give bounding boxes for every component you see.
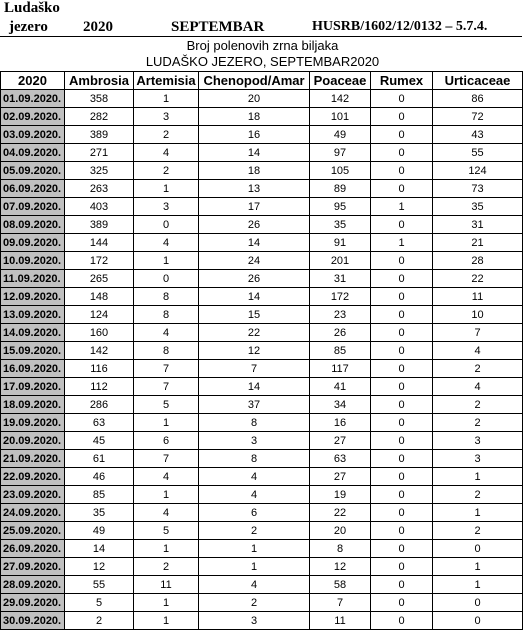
count-cell: 7 [134, 378, 199, 396]
count-cell: 0 [371, 252, 433, 270]
project-code: HUSRB/1602/12/0132 – 5.7.4. [312, 19, 488, 34]
table-row [1, 378, 523, 396]
count-cell: 0 [371, 468, 433, 486]
count-cell: 0 [371, 558, 433, 576]
count-cell: 8 [134, 342, 199, 360]
date-cell: 20.09.2020. [1, 432, 65, 450]
count-cell: 86 [433, 90, 523, 108]
date-cell: 08.09.2020. [1, 216, 65, 234]
count-cell: 49 [310, 126, 371, 144]
date-cell: 05.09.2020. [1, 162, 65, 180]
count-cell: 148 [65, 288, 134, 306]
count-cell: 7 [310, 594, 371, 612]
count-cell: 0 [371, 288, 433, 306]
table-row [1, 522, 523, 540]
count-cell: 160 [65, 324, 134, 342]
column-header-artemisia: Artemisia [134, 72, 199, 90]
count-cell: 1 [433, 576, 523, 594]
date-cell: 28.09.2020. [1, 576, 65, 594]
count-cell: 0 [371, 540, 433, 558]
date-cell: 29.09.2020. [1, 594, 65, 612]
count-cell: 1 [134, 180, 199, 198]
count-cell: 1 [134, 540, 199, 558]
count-cell: 14 [199, 288, 310, 306]
table-row [1, 180, 523, 198]
date-cell: 17.09.2020. [1, 378, 65, 396]
count-cell: 49 [65, 522, 134, 540]
count-cell: 1 [371, 198, 433, 216]
count-cell: 11 [134, 576, 199, 594]
count-cell: 8 [310, 540, 371, 558]
count-cell: 17 [199, 198, 310, 216]
count-cell: 105 [310, 162, 371, 180]
count-cell: 0 [371, 342, 433, 360]
count-cell: 271 [65, 144, 134, 162]
count-cell: 35 [65, 504, 134, 522]
count-cell: 0 [371, 360, 433, 378]
count-cell: 124 [65, 306, 134, 324]
count-cell: 2 [433, 396, 523, 414]
count-cell: 0 [433, 594, 523, 612]
date-cell: 02.09.2020. [1, 108, 65, 126]
count-cell: 31 [433, 216, 523, 234]
table-row [1, 504, 523, 522]
count-cell: 0 [371, 486, 433, 504]
date-cell: 12.09.2020. [1, 288, 65, 306]
count-cell: 23 [310, 306, 371, 324]
table-row [1, 252, 523, 270]
subtitle-line2: LUDAŠKO JEZERO, SEPTEMBAR2020 [145, 54, 380, 69]
count-cell: 14 [199, 234, 310, 252]
count-cell: 8 [134, 306, 199, 324]
count-cell: 1 [134, 90, 199, 108]
count-cell: 0 [371, 576, 433, 594]
column-header-urticaceae: Urticaceae [433, 72, 523, 90]
count-cell: 1 [199, 558, 310, 576]
count-cell: 16 [199, 126, 310, 144]
count-cell: 3 [199, 612, 310, 630]
table-row [1, 324, 523, 342]
table-header-row [1, 72, 523, 90]
count-cell: 8 [134, 288, 199, 306]
count-cell: 2 [433, 486, 523, 504]
count-cell: 7 [134, 360, 199, 378]
count-cell: 112 [65, 378, 134, 396]
count-cell: 55 [433, 144, 523, 162]
count-cell: 0 [433, 612, 523, 630]
count-cell: 0 [433, 540, 523, 558]
count-cell: 63 [310, 450, 371, 468]
date-cell: 30.09.2020. [1, 612, 65, 630]
count-cell: 41 [310, 378, 371, 396]
count-cell: 7 [134, 450, 199, 468]
count-cell: 389 [65, 216, 134, 234]
count-cell: 4 [134, 468, 199, 486]
count-cell: 0 [371, 414, 433, 432]
count-cell: 11 [310, 612, 371, 630]
count-cell: 10 [433, 306, 523, 324]
count-cell: 14 [199, 144, 310, 162]
date-cell: 15.09.2020. [1, 342, 65, 360]
count-cell: 12 [310, 558, 371, 576]
count-cell: 3 [134, 108, 199, 126]
count-cell: 13 [199, 180, 310, 198]
table-row [1, 414, 523, 432]
column-header-year: 2020 [1, 72, 65, 90]
count-cell: 403 [65, 198, 134, 216]
count-cell: 7 [199, 360, 310, 378]
count-cell: 4 [134, 144, 199, 162]
date-cell: 07.09.2020. [1, 198, 65, 216]
date-cell: 09.09.2020. [1, 234, 65, 252]
count-cell: 0 [371, 180, 433, 198]
count-cell: 2 [433, 414, 523, 432]
count-cell: 1 [433, 468, 523, 486]
table-row [1, 432, 523, 450]
count-cell: 2 [65, 612, 134, 630]
location-label-line1: Ludaško [4, 0, 60, 16]
count-cell: 3 [134, 198, 199, 216]
count-cell: 27 [310, 432, 371, 450]
count-cell: 1 [433, 558, 523, 576]
count-cell: 0 [134, 216, 199, 234]
count-cell: 325 [65, 162, 134, 180]
count-cell: 3 [433, 432, 523, 450]
column-header-rumex: Rumex [371, 72, 433, 90]
date-cell: 06.09.2020. [1, 180, 65, 198]
count-cell: 2 [199, 522, 310, 540]
count-cell: 19 [310, 486, 371, 504]
count-cell: 124 [433, 162, 523, 180]
count-cell: 15 [199, 306, 310, 324]
table-row [1, 234, 523, 252]
table-row [1, 468, 523, 486]
count-cell: 282 [65, 108, 134, 126]
count-cell: 31 [310, 270, 371, 288]
count-cell: 63 [65, 414, 134, 432]
count-cell: 3 [199, 432, 310, 450]
date-cell: 18.09.2020. [1, 396, 65, 414]
column-header-chenopod-amar: Chenopod/Amar [199, 72, 310, 90]
count-cell: 28 [433, 252, 523, 270]
pollen-count-table [0, 71, 523, 630]
count-cell: 1 [433, 504, 523, 522]
count-cell: 4 [199, 468, 310, 486]
table-row [1, 612, 523, 630]
count-cell: 27 [310, 468, 371, 486]
count-cell: 142 [65, 342, 134, 360]
count-cell: 3 [433, 450, 523, 468]
date-cell: 25.09.2020. [1, 522, 65, 540]
count-cell: 0 [371, 504, 433, 522]
count-cell: 2 [199, 594, 310, 612]
count-cell: 172 [65, 252, 134, 270]
date-cell: 10.09.2020. [1, 252, 65, 270]
count-cell: 22 [310, 504, 371, 522]
count-cell: 0 [371, 396, 433, 414]
count-cell: 7 [433, 324, 523, 342]
count-cell: 34 [310, 396, 371, 414]
count-cell: 2 [134, 126, 199, 144]
count-cell: 4 [134, 234, 199, 252]
count-cell: 5 [134, 396, 199, 414]
date-cell: 03.09.2020. [1, 126, 65, 144]
count-cell: 4 [134, 324, 199, 342]
count-cell: 1 [134, 594, 199, 612]
year-label: 2020 [83, 19, 113, 35]
date-cell: 11.09.2020. [1, 270, 65, 288]
table-row [1, 198, 523, 216]
date-cell: 23.09.2020. [1, 486, 65, 504]
count-cell: 2 [433, 522, 523, 540]
date-cell: 14.09.2020. [1, 324, 65, 342]
count-cell: 35 [433, 198, 523, 216]
table-row [1, 144, 523, 162]
count-cell: 35 [310, 216, 371, 234]
table-row [1, 162, 523, 180]
count-cell: 0 [371, 450, 433, 468]
count-cell: 26 [199, 216, 310, 234]
subtitle-line1: Broj polenovih zrna biljaka [186, 38, 339, 53]
count-cell: 117 [310, 360, 371, 378]
table-row [1, 486, 523, 504]
count-cell: 1 [134, 252, 199, 270]
count-cell: 1 [134, 612, 199, 630]
count-cell: 116 [65, 360, 134, 378]
count-cell: 85 [65, 486, 134, 504]
count-cell: 201 [310, 252, 371, 270]
date-cell: 19.09.2020. [1, 414, 65, 432]
table-row [1, 540, 523, 558]
column-header-poaceae: Poaceae [310, 72, 371, 90]
count-cell: 6 [134, 432, 199, 450]
date-cell: 13.09.2020. [1, 306, 65, 324]
count-cell: 0 [371, 108, 433, 126]
count-cell: 12 [65, 558, 134, 576]
table-row [1, 576, 523, 594]
table-row [1, 288, 523, 306]
count-cell: 0 [371, 522, 433, 540]
count-cell: 4 [199, 576, 310, 594]
count-cell: 265 [65, 270, 134, 288]
count-cell: 0 [371, 378, 433, 396]
count-cell: 14 [65, 540, 134, 558]
count-cell: 0 [371, 612, 433, 630]
count-cell: 0 [371, 216, 433, 234]
count-cell: 26 [310, 324, 371, 342]
count-cell: 1 [371, 234, 433, 252]
count-cell: 6 [199, 504, 310, 522]
count-cell: 72 [433, 108, 523, 126]
table-row [1, 342, 523, 360]
count-cell: 4 [433, 342, 523, 360]
table-row [1, 108, 523, 126]
count-cell: 4 [134, 504, 199, 522]
count-cell: 0 [134, 270, 199, 288]
table-row [1, 216, 523, 234]
count-cell: 0 [371, 594, 433, 612]
month-label: SEPTEMBAR [171, 19, 265, 35]
table-row [1, 306, 523, 324]
date-cell: 04.09.2020. [1, 144, 65, 162]
count-cell: 18 [199, 162, 310, 180]
count-cell: 1 [134, 414, 199, 432]
count-cell: 4 [199, 486, 310, 504]
count-cell: 61 [65, 450, 134, 468]
count-cell: 97 [310, 144, 371, 162]
count-cell: 55 [65, 576, 134, 594]
count-cell: 0 [371, 324, 433, 342]
count-cell: 91 [310, 234, 371, 252]
count-cell: 12 [199, 342, 310, 360]
count-cell: 2 [134, 558, 199, 576]
count-cell: 142 [310, 90, 371, 108]
count-cell: 46 [65, 468, 134, 486]
count-cell: 11 [433, 288, 523, 306]
count-cell: 89 [310, 180, 371, 198]
count-cell: 4 [433, 378, 523, 396]
count-cell: 0 [371, 270, 433, 288]
count-cell: 16 [310, 414, 371, 432]
table-row [1, 126, 523, 144]
count-cell: 24 [199, 252, 310, 270]
date-cell: 26.09.2020. [1, 540, 65, 558]
date-cell: 16.09.2020. [1, 360, 65, 378]
count-cell: 1 [134, 486, 199, 504]
count-cell: 286 [65, 396, 134, 414]
count-cell: 2 [433, 360, 523, 378]
table-row [1, 90, 523, 108]
count-cell: 0 [371, 432, 433, 450]
count-cell: 45 [65, 432, 134, 450]
count-cell: 172 [310, 288, 371, 306]
count-cell: 8 [199, 450, 310, 468]
column-header-ambrosia: Ambrosia [65, 72, 134, 90]
count-cell: 0 [371, 162, 433, 180]
count-cell: 1 [199, 540, 310, 558]
count-cell: 26 [199, 270, 310, 288]
table-row [1, 558, 523, 576]
count-cell: 263 [65, 180, 134, 198]
count-cell: 0 [371, 144, 433, 162]
count-cell: 22 [433, 270, 523, 288]
date-cell: 27.09.2020. [1, 558, 65, 576]
date-cell: 21.09.2020. [1, 450, 65, 468]
table-row [1, 360, 523, 378]
count-cell: 22 [199, 324, 310, 342]
count-cell: 85 [310, 342, 371, 360]
count-cell: 14 [199, 378, 310, 396]
count-cell: 0 [371, 90, 433, 108]
count-cell: 2 [134, 162, 199, 180]
count-cell: 5 [134, 522, 199, 540]
table-row [1, 450, 523, 468]
date-cell: 22.09.2020. [1, 468, 65, 486]
count-cell: 73 [433, 180, 523, 198]
location-label-line2: jezero [9, 19, 48, 35]
count-cell: 43 [433, 126, 523, 144]
count-cell: 358 [65, 90, 134, 108]
count-cell: 0 [371, 126, 433, 144]
count-cell: 20 [310, 522, 371, 540]
count-cell: 0 [371, 306, 433, 324]
count-cell: 144 [65, 234, 134, 252]
count-cell: 5 [65, 594, 134, 612]
count-cell: 58 [310, 576, 371, 594]
header-divider [0, 36, 522, 37]
table-row [1, 396, 523, 414]
date-cell: 24.09.2020. [1, 504, 65, 522]
count-cell: 95 [310, 198, 371, 216]
count-cell: 37 [199, 396, 310, 414]
count-cell: 389 [65, 126, 134, 144]
count-cell: 8 [199, 414, 310, 432]
count-cell: 101 [310, 108, 371, 126]
count-cell: 20 [199, 90, 310, 108]
table-row [1, 594, 523, 612]
table-row [1, 270, 523, 288]
date-cell: 01.09.2020. [1, 90, 65, 108]
count-cell: 21 [433, 234, 523, 252]
count-cell: 18 [199, 108, 310, 126]
